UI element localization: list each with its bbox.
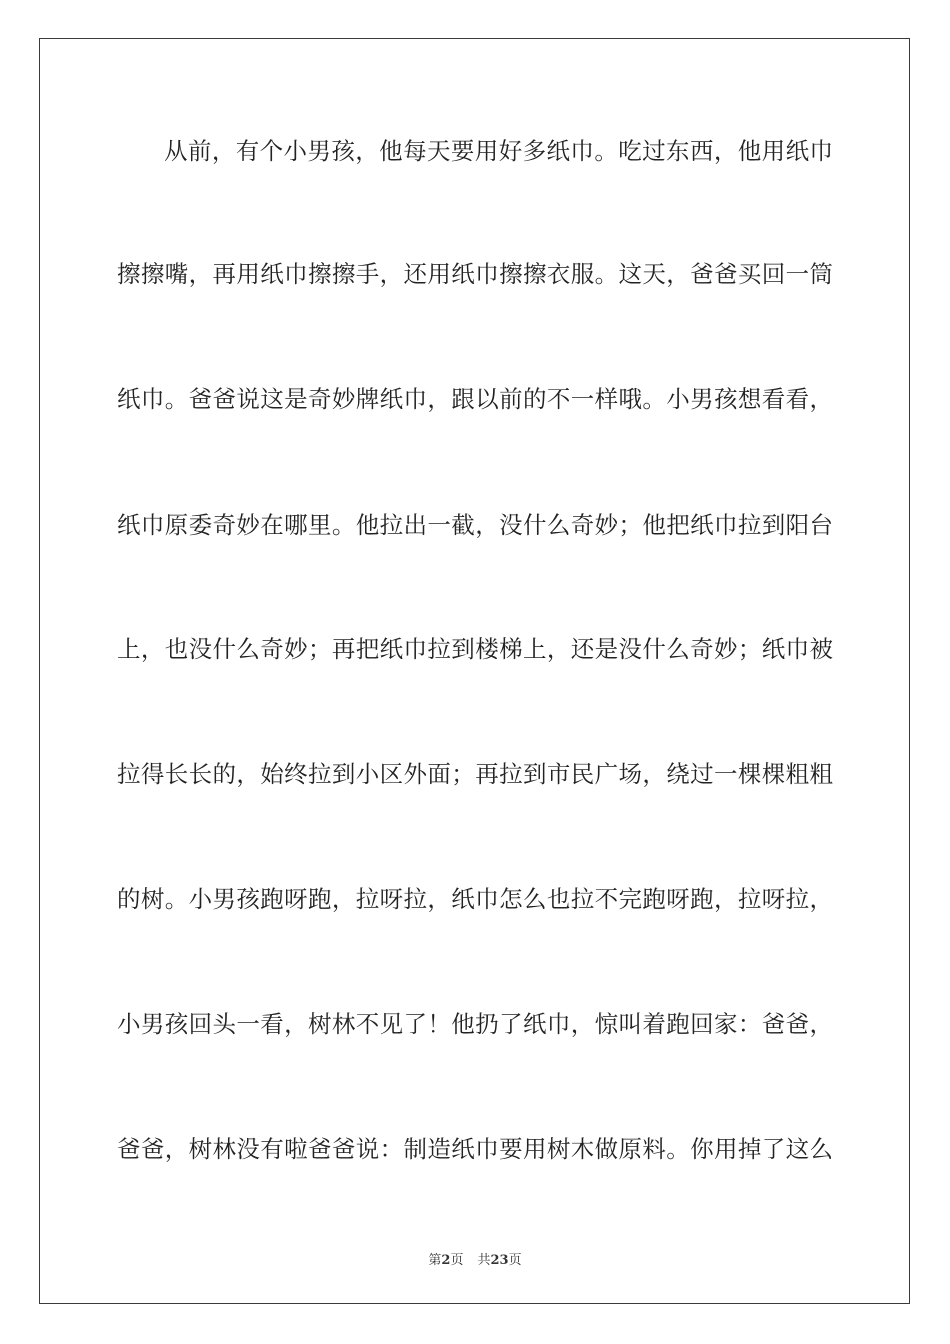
total-pages: 23 — [490, 1253, 509, 1268]
page-number: 2 — [441, 1253, 451, 1268]
paragraph-line-6: 拉得长长的，始终拉到小区外面；再拉到市民广场，绕过一棵棵粗粗 — [117, 760, 833, 788]
paragraph-line-4: 纸巾原委奇妙在哪里。他拉出一截，没什么奇妙；他把纸巾拉到阳台 — [117, 511, 833, 539]
paragraph-line-9: 爸爸，树林没有啦爸爸说：制造纸巾要用树木做原料。你用掉了这么 — [117, 1135, 833, 1163]
paragraph-line-8: 小男孩回头一看，树林不见了！他扔了纸巾，惊叫着跑回家：爸爸， — [117, 1010, 833, 1038]
paragraph-line-7: 的树。小男孩跑呀跑，拉呀拉，纸巾怎么也拉不完跑呀跑，拉呀拉， — [117, 885, 833, 913]
page-suffix: 页 — [450, 1253, 464, 1268]
paragraph-line-1: 从前，有个小男孩，他每天要用好多纸巾。吃过东西，他用纸巾 — [164, 137, 833, 165]
page-border — [39, 38, 910, 1304]
page-footer — [0, 1249, 950, 1268]
paragraph-line-2: 擦擦嘴，再用纸巾擦擦手，还用纸巾擦擦衣服。这天，爸爸买回一筒 — [117, 260, 833, 288]
paragraph-line-5: 上，也没什么奇妙；再把纸巾拉到楼梯上，还是没什么奇妙；纸巾被 — [117, 635, 833, 663]
total-prefix: 共 — [477, 1253, 491, 1268]
total-suffix: 页 — [508, 1253, 522, 1268]
page-prefix: 第 — [428, 1253, 442, 1268]
paragraph-line-3: 纸巾。爸爸说这是奇妙牌纸巾，跟以前的不一样哦。小男孩想看看， — [117, 385, 833, 413]
